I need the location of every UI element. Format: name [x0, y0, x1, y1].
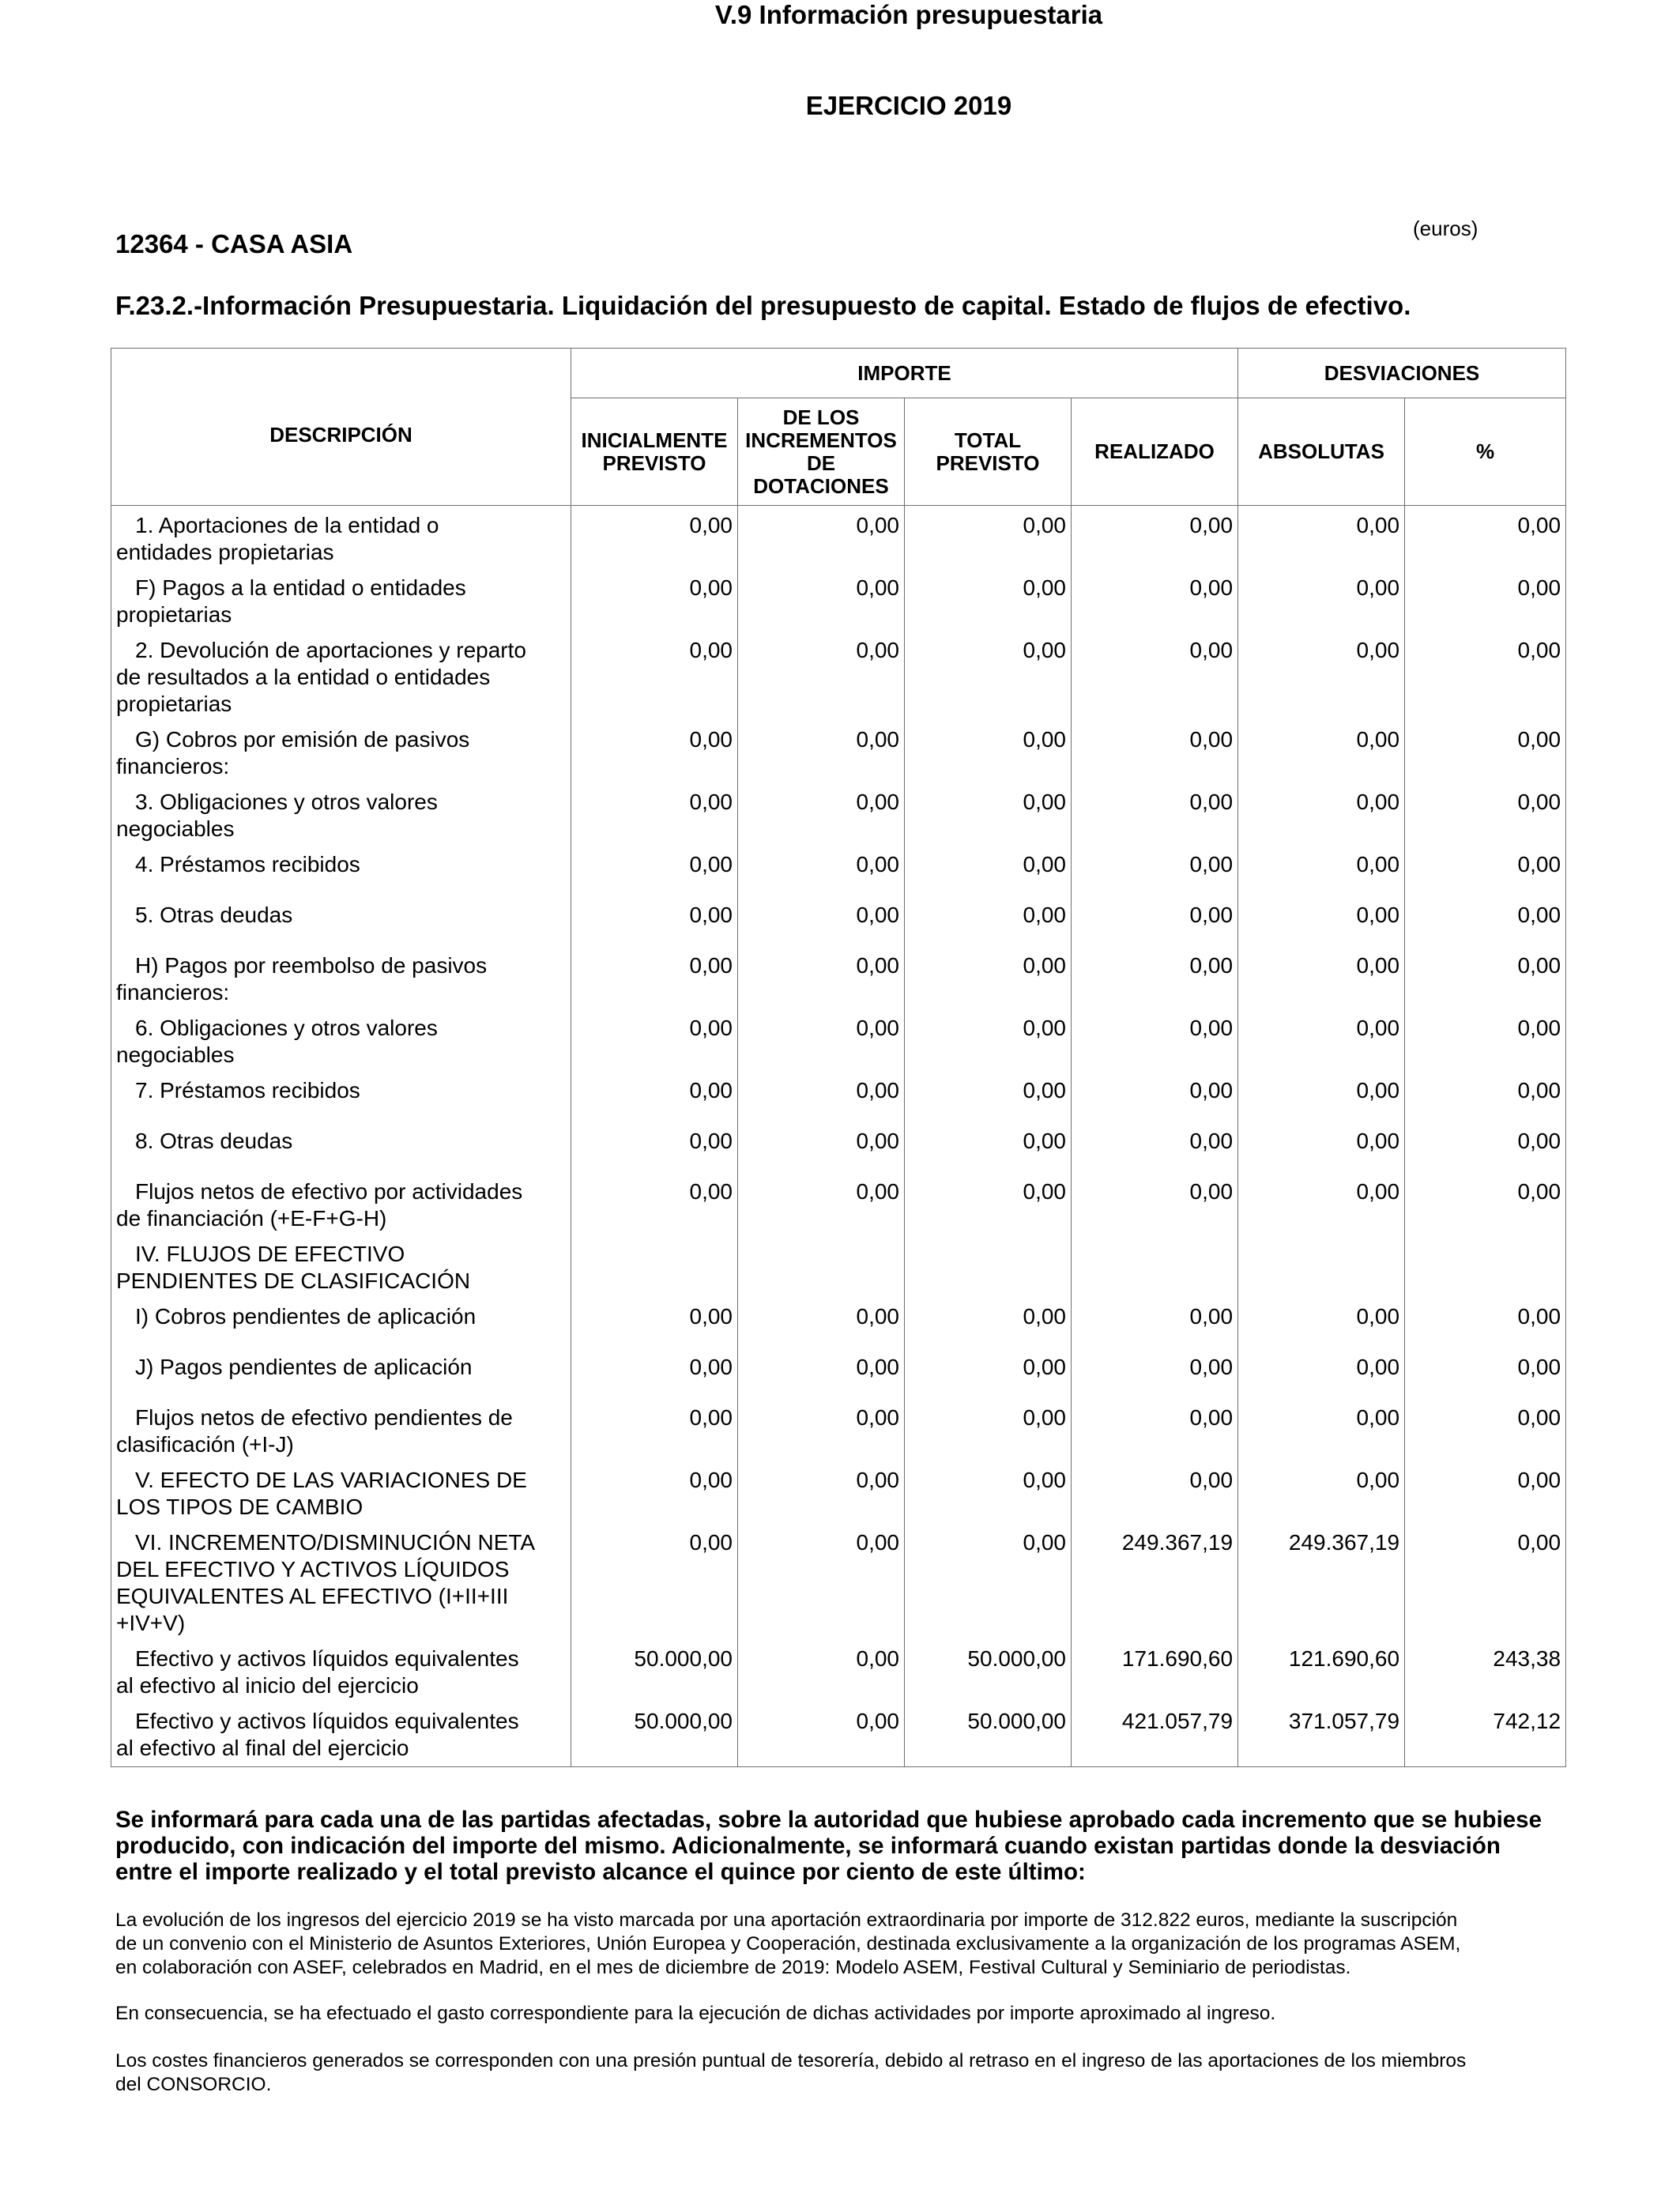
- value-inicialmente-previsto: 0,00: [571, 1011, 738, 1073]
- value-incrementos-dotaciones: [738, 1237, 905, 1299]
- value-porcentaje: 0,00: [1405, 847, 1566, 898]
- value-realizado: 421.057,79: [1072, 1704, 1238, 1767]
- value-incrementos-dotaciones: 0,00: [738, 847, 905, 898]
- table-body: [111, 506, 1566, 1767]
- row-description: [111, 1704, 571, 1767]
- description-line: de resultados a la entidad o entidades: [116, 665, 491, 689]
- value-realizado: 171.690,60: [1072, 1642, 1238, 1704]
- table-row: [111, 1299, 1566, 1350]
- value-incrementos-dotaciones: 0,00: [738, 898, 905, 948]
- description-line: Flujos netos de efectivo por actividades: [135, 1179, 523, 1204]
- value-porcentaje: 243,38: [1405, 1642, 1566, 1704]
- header-realizado: [1072, 398, 1238, 506]
- table-row: [111, 1400, 1566, 1463]
- paragraph-line: en colaboración con ASEF, celebrados en Madrid, en el mes de diciembre de 2019: Modelo ASEM, Festival Cultural y Seminiario de periodistas.: [115, 1957, 1351, 1978]
- value-incrementos-dotaciones: 0,00: [738, 1011, 905, 1073]
- value-incrementos-dotaciones: 0,00: [738, 722, 905, 785]
- value-realizado: 0,00: [1072, 847, 1238, 898]
- value-total-previsto: 0,00: [905, 898, 1072, 948]
- row-description: [111, 1463, 571, 1525]
- table-row: [111, 633, 1566, 722]
- value-total-previsto: 0,00: [905, 785, 1072, 847]
- value-inicialmente-previsto: 0,00: [571, 1299, 738, 1350]
- row-description: [111, 1237, 571, 1299]
- row-description: [111, 1011, 571, 1073]
- value-incrementos-dotaciones: 0,00: [738, 633, 905, 722]
- value-total-previsto: 0,00: [905, 847, 1072, 898]
- value-total-previsto: 0,00: [905, 1525, 1072, 1642]
- row-description: [111, 785, 571, 847]
- reporting-note: [115, 1807, 1561, 1885]
- value-realizado: [1072, 1237, 1238, 1299]
- value-realizado: 0,00: [1072, 948, 1238, 1011]
- value-inicialmente-previsto: 0,00: [571, 1174, 738, 1237]
- document-title: V.9 Información presupuestaria: [714, 0, 1103, 29]
- value-incrementos-dotaciones: 0,00: [738, 506, 905, 571]
- value-realizado: 0,00: [1072, 1011, 1238, 1073]
- value-realizado: 0,00: [1072, 1073, 1238, 1124]
- value-incrementos-dotaciones: 0,00: [738, 1400, 905, 1463]
- description-line: 6. Obligaciones y otros valores: [135, 1016, 438, 1040]
- value-porcentaje: 0,00: [1405, 633, 1566, 722]
- header-description: DESCRIPCIÓN: [111, 349, 571, 506]
- value-absolutas: 0,00: [1238, 898, 1405, 948]
- row-description: [111, 1073, 571, 1124]
- value-incrementos-dotaciones: 0,00: [738, 571, 905, 633]
- value-inicialmente-previsto: 0,00: [571, 571, 738, 633]
- description-line: propietarias: [116, 692, 232, 716]
- value-absolutas: 0,00: [1238, 506, 1405, 571]
- value-porcentaje: 0,00: [1405, 1073, 1566, 1124]
- value-realizado: 0,00: [1072, 722, 1238, 785]
- description-line: PENDIENTES DE CLASIFICACIÓN: [116, 1269, 471, 1293]
- value-total-previsto: 0,00: [905, 1350, 1072, 1400]
- table-row: [111, 722, 1566, 785]
- description-line: entidades propietarias: [116, 540, 334, 564]
- value-porcentaje: 0,00: [1405, 1174, 1566, 1237]
- value-absolutas: 0,00: [1238, 1073, 1405, 1124]
- value-absolutas: [1238, 1237, 1405, 1299]
- description-line: Flujos netos de efectivo pendientes de: [135, 1405, 513, 1430]
- table-row: [111, 1704, 1566, 1767]
- row-description: [111, 633, 571, 722]
- description-line: VI. INCREMENTO/DISMINUCIÓN NETA: [135, 1530, 536, 1555]
- value-realizado: 0,00: [1072, 1463, 1238, 1525]
- description-line: H) Pagos por reembolso de pasivos: [135, 953, 488, 978]
- value-total-previsto: 0,00: [905, 1174, 1072, 1237]
- value-total-previsto: 0,00: [905, 1400, 1072, 1463]
- value-absolutas: 121.690,60: [1238, 1642, 1405, 1704]
- value-inicialmente-previsto: 0,00: [571, 1525, 738, 1642]
- value-inicialmente-previsto: 0,00: [571, 898, 738, 948]
- table-row: [111, 1174, 1566, 1237]
- column-header-line: TOTAL: [954, 428, 1022, 452]
- value-realizado: 0,00: [1072, 1400, 1238, 1463]
- value-inicialmente-previsto: [571, 1237, 738, 1299]
- value-porcentaje: 0,00: [1405, 1299, 1566, 1350]
- table-row: [111, 1525, 1566, 1642]
- description-line: 1. Aportaciones de la entidad o: [135, 513, 439, 537]
- note-line: entre el importe realizado y el total previsto alcance el quince por ciento de este último:: [115, 1859, 1086, 1885]
- description-line: clasificación (+I-J): [116, 1432, 294, 1457]
- column-header-line: REALIZADO: [1094, 439, 1215, 463]
- header-porcentaje: [1405, 398, 1566, 506]
- value-realizado: 0,00: [1072, 1174, 1238, 1237]
- header-incrementos-dotaciones: [738, 398, 905, 506]
- value-absolutas: 371.057,79: [1238, 1704, 1405, 1767]
- paragraph-line: La evolución de los ingresos del ejercicio 2019 se ha visto marcada por una aportación extraordinaria por importe de 312.822 euros, mediante la suscripción: [115, 1909, 1458, 1931]
- value-absolutas: 0,00: [1238, 1011, 1405, 1073]
- currency-units: (euros): [1413, 217, 1478, 240]
- value-incrementos-dotaciones: 0,00: [738, 1642, 905, 1704]
- table-row: [111, 1463, 1566, 1525]
- description-line: al efectivo al final del ejercicio: [116, 1736, 409, 1760]
- value-inicialmente-previsto: 0,00: [571, 1073, 738, 1124]
- table-row: [111, 1124, 1566, 1174]
- description-line: DEL EFECTIVO Y ACTIVOS LÍQUIDOS: [116, 1557, 510, 1581]
- description-line: negociables: [116, 1042, 235, 1067]
- paragraph-line: Los costes financieros generados se corresponden con una presión puntual de tesorería, debido al retraso en el ingreso de las aportaciones de los miembros: [115, 2050, 1467, 2071]
- value-inicialmente-previsto: 0,00: [571, 1400, 738, 1463]
- value-total-previsto: 0,00: [905, 571, 1072, 633]
- value-incrementos-dotaciones: 0,00: [738, 1704, 905, 1767]
- row-description: [111, 1400, 571, 1463]
- description-line: propietarias: [116, 602, 232, 627]
- column-header-line: ABSOLUTAS: [1258, 439, 1384, 463]
- value-porcentaje: 0,00: [1405, 506, 1566, 571]
- table-row: [111, 1237, 1566, 1299]
- value-porcentaje: 0,00: [1405, 1525, 1566, 1642]
- description-line: IV. FLUJOS DE EFECTIVO: [135, 1242, 405, 1266]
- description-line: LOS TIPOS DE CAMBIO: [116, 1495, 363, 1519]
- value-inicialmente-previsto: 0,00: [571, 948, 738, 1011]
- header-importe: IMPORTE: [571, 349, 1238, 398]
- value-realizado: 249.367,19: [1072, 1525, 1238, 1642]
- value-total-previsto: 0,00: [905, 1299, 1072, 1350]
- value-incrementos-dotaciones: 0,00: [738, 785, 905, 847]
- header-absolutas: [1238, 398, 1405, 506]
- description-line: 7. Préstamos recibidos: [135, 1078, 360, 1103]
- fiscal-year-title: EJERCICIO 2019: [805, 91, 1012, 120]
- value-absolutas: 0,00: [1238, 785, 1405, 847]
- note-line: Se informará para cada una de las partidas afectadas, sobre la autoridad que hubiese aprobado cada incremento que se hubiese: [115, 1807, 1542, 1833]
- value-inicialmente-previsto: 0,00: [571, 506, 738, 571]
- value-inicialmente-previsto: 0,00: [571, 633, 738, 722]
- value-absolutas: 0,00: [1238, 1400, 1405, 1463]
- value-realizado: 0,00: [1072, 1350, 1238, 1400]
- row-description: [111, 722, 571, 785]
- value-total-previsto: 0,00: [905, 722, 1072, 785]
- column-header-line: INICIALMENTE: [581, 428, 728, 452]
- value-porcentaje: 0,00: [1405, 1011, 1566, 1073]
- description-line: Efectivo y activos líquidos equivalentes: [135, 1646, 519, 1671]
- value-absolutas: 0,00: [1238, 847, 1405, 898]
- column-header-line: %: [1475, 439, 1495, 463]
- description-line: EQUIVALENTES AL EFECTIVO (I+II+III: [116, 1584, 509, 1608]
- value-total-previsto: 0,00: [905, 948, 1072, 1011]
- header-inicialmente-previsto: [571, 398, 738, 506]
- value-absolutas: 0,00: [1238, 1463, 1405, 1525]
- value-inicialmente-previsto: 50.000,00: [571, 1704, 738, 1767]
- table-row: [111, 847, 1566, 898]
- description-line: 5. Otras deudas: [135, 903, 293, 927]
- value-incrementos-dotaciones: 0,00: [738, 1350, 905, 1400]
- value-incrementos-dotaciones: 0,00: [738, 1073, 905, 1124]
- row-description: [111, 948, 571, 1011]
- value-porcentaje: 0,00: [1405, 722, 1566, 785]
- row-description: [111, 1124, 571, 1174]
- income-evolution-paragraph: [115, 1909, 1561, 1980]
- note-line: producido, con indicación del importe del mismo. Adicionalmente, se informará cuando existan partidas donde la desviación: [115, 1833, 1501, 1859]
- table-row: [111, 1350, 1566, 1400]
- paragraph-line: del CONSORCIO.: [115, 2074, 272, 2095]
- paragraph-line: En consecuencia, se ha efectuado el gasto correspondiente para la ejecución de dichas actividades por importe aproximado al ingreso.: [115, 2003, 1276, 2024]
- value-porcentaje: 742,12: [1405, 1704, 1566, 1767]
- value-total-previsto: 50.000,00: [905, 1704, 1072, 1767]
- entity-name: 12364 - CASA ASIA: [115, 229, 353, 258]
- value-absolutas: 0,00: [1238, 1299, 1405, 1350]
- description-line: 4. Préstamos recibidos: [135, 852, 360, 876]
- row-description: [111, 1299, 571, 1350]
- value-inicialmente-previsto: 0,00: [571, 847, 738, 898]
- table-row: [111, 506, 1566, 571]
- value-total-previsto: 0,00: [905, 1463, 1072, 1525]
- table-title: F.23.2.-Información Presupuestaria. Liquidación del presupuesto de capital. Estado de flujos de efectivo.: [115, 291, 1411, 320]
- table-row: [111, 1011, 1566, 1073]
- table-row: [111, 785, 1566, 847]
- row-description: [111, 1642, 571, 1704]
- value-inicialmente-previsto: 0,00: [571, 1350, 738, 1400]
- value-absolutas: 0,00: [1238, 633, 1405, 722]
- header-desviaciones: DESVIACIONES: [1238, 349, 1566, 398]
- value-incrementos-dotaciones: 0,00: [738, 1463, 905, 1525]
- value-porcentaje: 0,00: [1405, 898, 1566, 948]
- value-realizado: 0,00: [1072, 898, 1238, 948]
- value-porcentaje: 0,00: [1405, 1350, 1566, 1400]
- column-header-line: INCREMENTOS: [745, 428, 897, 452]
- value-incrementos-dotaciones: 0,00: [738, 1124, 905, 1174]
- value-total-previsto: 0,00: [905, 506, 1072, 571]
- value-total-previsto: 0,00: [905, 1124, 1072, 1174]
- column-header-line: PREVISTO: [936, 450, 1040, 475]
- value-absolutas: 0,00: [1238, 1124, 1405, 1174]
- description-line: G) Cobros por emisión de pasivos: [135, 727, 470, 752]
- description-line: negociables: [116, 816, 235, 841]
- description-line: financieros:: [116, 980, 230, 1005]
- value-realizado: 0,00: [1072, 1124, 1238, 1174]
- value-inicialmente-previsto: 0,00: [571, 785, 738, 847]
- column-header-line: DOTACIONES: [753, 473, 889, 498]
- value-total-previsto: 0,00: [905, 1011, 1072, 1073]
- column-header-line: DE: [806, 450, 836, 475]
- description-line: de financiación (+E-F+G-H): [116, 1206, 387, 1231]
- header-total-previsto: [905, 398, 1072, 506]
- row-description: [111, 506, 571, 571]
- value-inicialmente-previsto: 0,00: [571, 1124, 738, 1174]
- value-incrementos-dotaciones: 0,00: [738, 1525, 905, 1642]
- value-realizado: 0,00: [1072, 785, 1238, 847]
- value-total-previsto: 0,00: [905, 633, 1072, 722]
- description-line: 8. Otras deudas: [135, 1129, 293, 1153]
- value-porcentaje: 0,00: [1405, 785, 1566, 847]
- value-total-previsto: 50.000,00: [905, 1642, 1072, 1704]
- row-description: [111, 1525, 571, 1642]
- value-incrementos-dotaciones: 0,00: [738, 948, 905, 1011]
- description-line: V. EFECTO DE LAS VARIACIONES DE: [135, 1468, 527, 1492]
- table-row: [111, 1642, 1566, 1704]
- description-line: al efectivo al inicio del ejercicio: [116, 1673, 419, 1698]
- table-row: [111, 1073, 1566, 1124]
- value-absolutas: 0,00: [1238, 1350, 1405, 1400]
- value-absolutas: 249.367,19: [1238, 1525, 1405, 1642]
- value-porcentaje: 0,00: [1405, 571, 1566, 633]
- description-line: 2. Devolución de aportaciones y reparto: [135, 638, 526, 662]
- value-inicialmente-previsto: 50.000,00: [571, 1642, 738, 1704]
- value-absolutas: 0,00: [1238, 571, 1405, 633]
- financial-costs-paragraph: [115, 2049, 1561, 2097]
- description-line: J) Pagos pendientes de aplicación: [135, 1355, 473, 1379]
- value-porcentaje: [1405, 1237, 1566, 1299]
- value-inicialmente-previsto: 0,00: [571, 722, 738, 785]
- column-header-line: DE LOS: [782, 405, 860, 429]
- value-realizado: 0,00: [1072, 1299, 1238, 1350]
- column-header-line: PREVISTO: [602, 450, 706, 475]
- value-inicialmente-previsto: 0,00: [571, 1463, 738, 1525]
- row-description: [111, 571, 571, 633]
- value-incrementos-dotaciones: 0,00: [738, 1174, 905, 1237]
- paragraph-line: de un convenio con el Ministerio de Asuntos Exteriores, Unión Europea y Cooperación, destinada exclusivamente a la organización de los programas ASEM,: [115, 1933, 1461, 1955]
- row-description: [111, 1174, 571, 1237]
- value-absolutas: 0,00: [1238, 722, 1405, 785]
- value-realizado: 0,00: [1072, 633, 1238, 722]
- description-line: 3. Obligaciones y otros valores: [135, 790, 438, 814]
- budget-cash-flow-table: [111, 348, 1566, 1767]
- value-porcentaje: 0,00: [1405, 1400, 1566, 1463]
- value-realizado: 0,00: [1072, 506, 1238, 571]
- table-row: [111, 898, 1566, 948]
- value-porcentaje: 0,00: [1405, 1124, 1566, 1174]
- description-line: financieros:: [116, 754, 230, 778]
- value-incrementos-dotaciones: 0,00: [738, 1299, 905, 1350]
- row-description: [111, 847, 571, 898]
- description-line: Efectivo y activos líquidos equivalentes: [135, 1709, 519, 1733]
- description-line: I) Cobros pendientes de aplicación: [135, 1304, 477, 1329]
- value-absolutas: 0,00: [1238, 1174, 1405, 1237]
- table-row: [111, 948, 1566, 1011]
- value-realizado: 0,00: [1072, 571, 1238, 633]
- expense-paragraph: [115, 2002, 1561, 2026]
- value-total-previsto: [905, 1237, 1072, 1299]
- table-row: [111, 571, 1566, 633]
- value-porcentaje: 0,00: [1405, 948, 1566, 1011]
- description-line: +IV+V): [116, 1611, 186, 1635]
- description-line: F) Pagos a la entidad o entidades: [135, 575, 466, 600]
- value-porcentaje: 0,00: [1405, 1463, 1566, 1525]
- row-description: [111, 898, 571, 948]
- row-description: [111, 1350, 571, 1400]
- value-total-previsto: 0,00: [905, 1073, 1072, 1124]
- value-absolutas: 0,00: [1238, 948, 1405, 1011]
